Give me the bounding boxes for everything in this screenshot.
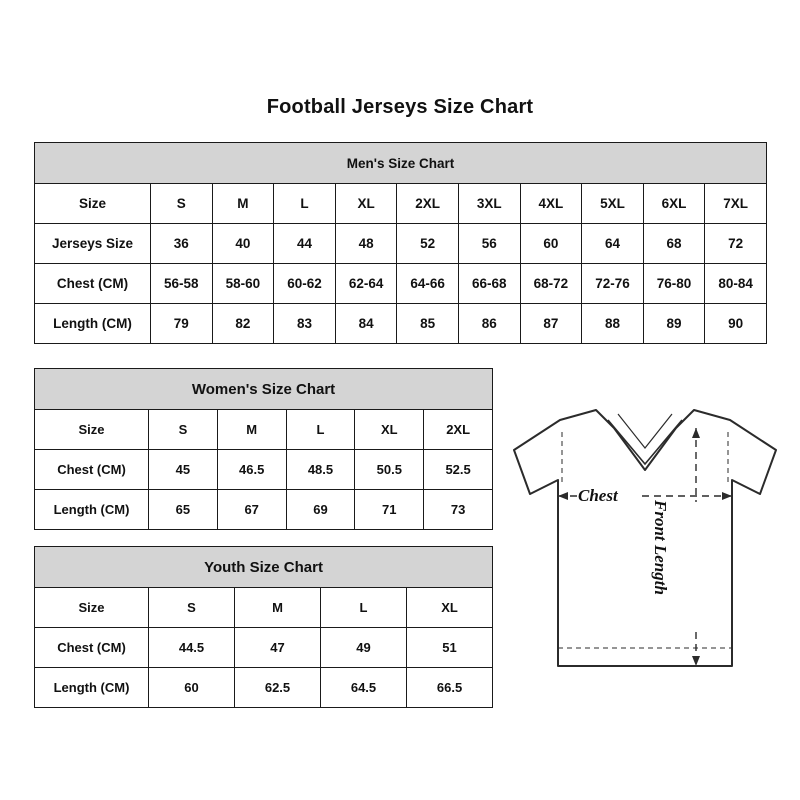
table-cell: 2XL	[424, 410, 493, 450]
table-cell: 4XL	[520, 184, 582, 224]
table-cell: 84	[335, 304, 397, 344]
length-arrow-top	[692, 428, 700, 438]
table-cell: 47	[235, 628, 321, 668]
table-cell: S	[149, 410, 218, 450]
youth-size-chart-table	[34, 546, 493, 708]
table-cell: 72	[705, 224, 767, 264]
table-cell: 52.5	[424, 450, 493, 490]
youth-table-heading: Youth Size Chart	[35, 547, 493, 588]
table-cell: 67	[217, 490, 286, 530]
table-cell: M	[212, 184, 274, 224]
table-row	[35, 450, 493, 490]
table-cell: 45	[149, 450, 218, 490]
table-cell: 60	[149, 668, 235, 708]
table-row	[35, 224, 767, 264]
table-cell: 56-58	[151, 264, 213, 304]
mens-table-heading: Men's Size Chart	[35, 143, 767, 184]
table-row	[35, 588, 493, 628]
table-cell: 60	[520, 224, 582, 264]
table-cell: 46.5	[217, 450, 286, 490]
table-cell: 90	[705, 304, 767, 344]
table-cell: L	[321, 588, 407, 628]
table-row	[35, 410, 493, 450]
row-label: Length (CM)	[35, 304, 151, 344]
table-cell: 68-72	[520, 264, 582, 304]
length-label-backdrop	[686, 502, 708, 630]
table-cell: 5XL	[582, 184, 644, 224]
table-cell: 89	[643, 304, 705, 344]
table-header-row	[35, 143, 767, 184]
chest-measurement-label: Chest	[578, 486, 618, 505]
table-cell: 88	[582, 304, 644, 344]
table-cell: 3XL	[458, 184, 520, 224]
row-label: Chest (CM)	[35, 264, 151, 304]
table-cell: S	[149, 588, 235, 628]
table-cell: 48.5	[286, 450, 355, 490]
table-cell: 69	[286, 490, 355, 530]
table-cell: 79	[151, 304, 213, 344]
chest-arrow-right	[722, 492, 732, 500]
table-row	[35, 490, 493, 530]
table-cell: 66-68	[458, 264, 520, 304]
table-cell: 60-62	[274, 264, 336, 304]
womens-table-heading: Women's Size Chart	[35, 369, 493, 410]
collar-inner-line	[608, 420, 682, 464]
table-cell: L	[286, 410, 355, 450]
front-length-measurement-label: Front Length	[651, 500, 670, 595]
table-cell: 58-60	[212, 264, 274, 304]
table-cell: 71	[355, 490, 424, 530]
mens-size-chart-table	[34, 142, 767, 344]
table-cell: M	[217, 410, 286, 450]
table-cell: 44	[274, 224, 336, 264]
row-label: Chest (CM)	[35, 628, 149, 668]
row-label: Size	[35, 410, 149, 450]
table-cell: XL	[335, 184, 397, 224]
table-cell: 68	[643, 224, 705, 264]
table-cell: 49	[321, 628, 407, 668]
page-title: Football Jerseys Size Chart	[266, 96, 534, 118]
table-cell: 64.5	[321, 668, 407, 708]
table-cell: 87	[520, 304, 582, 344]
table-cell: 62-64	[335, 264, 397, 304]
chest-arrow-left	[558, 492, 568, 500]
row-label: Length (CM)	[35, 490, 149, 530]
table-cell: 64	[582, 224, 644, 264]
row-label: Chest (CM)	[35, 450, 149, 490]
table-cell: 73	[424, 490, 493, 530]
table-cell: 52	[397, 224, 459, 264]
row-label: Length (CM)	[35, 668, 149, 708]
table-row	[35, 184, 767, 224]
womens-size-chart-table	[34, 368, 493, 530]
table-row	[35, 668, 493, 708]
row-label: Size	[35, 588, 149, 628]
table-cell: M	[235, 588, 321, 628]
table-cell: 36	[151, 224, 213, 264]
table-row	[35, 264, 767, 304]
jersey-outline-svg	[500, 398, 790, 698]
table-cell: 76-80	[643, 264, 705, 304]
table-cell: L	[274, 184, 336, 224]
table-cell: 62.5	[235, 668, 321, 708]
jersey-measurement-diagram	[500, 398, 790, 698]
table-cell: 66.5	[407, 668, 493, 708]
table-cell: 2XL	[397, 184, 459, 224]
table-cell: 82	[212, 304, 274, 344]
length-arrow-bottom	[692, 656, 700, 666]
table-cell: 64-66	[397, 264, 459, 304]
table-row	[35, 304, 767, 344]
table-row	[35, 628, 493, 668]
table-cell: 83	[274, 304, 336, 344]
row-label: Size	[35, 184, 151, 224]
table-header-row	[35, 547, 493, 588]
table-cell: 6XL	[643, 184, 705, 224]
table-cell: 50.5	[355, 450, 424, 490]
table-header-row	[35, 369, 493, 410]
table-cell: 56	[458, 224, 520, 264]
table-cell: 85	[397, 304, 459, 344]
table-cell: 65	[149, 490, 218, 530]
table-cell: XL	[407, 588, 493, 628]
row-label: Jerseys Size	[35, 224, 151, 264]
table-cell: 72-76	[582, 264, 644, 304]
table-cell: 80-84	[705, 264, 767, 304]
table-cell: 40	[212, 224, 274, 264]
table-cell: 44.5	[149, 628, 235, 668]
table-cell: 86	[458, 304, 520, 344]
table-cell: 7XL	[705, 184, 767, 224]
table-cell: 48	[335, 224, 397, 264]
table-cell: 51	[407, 628, 493, 668]
table-cell: XL	[355, 410, 424, 450]
table-cell: S	[151, 184, 213, 224]
